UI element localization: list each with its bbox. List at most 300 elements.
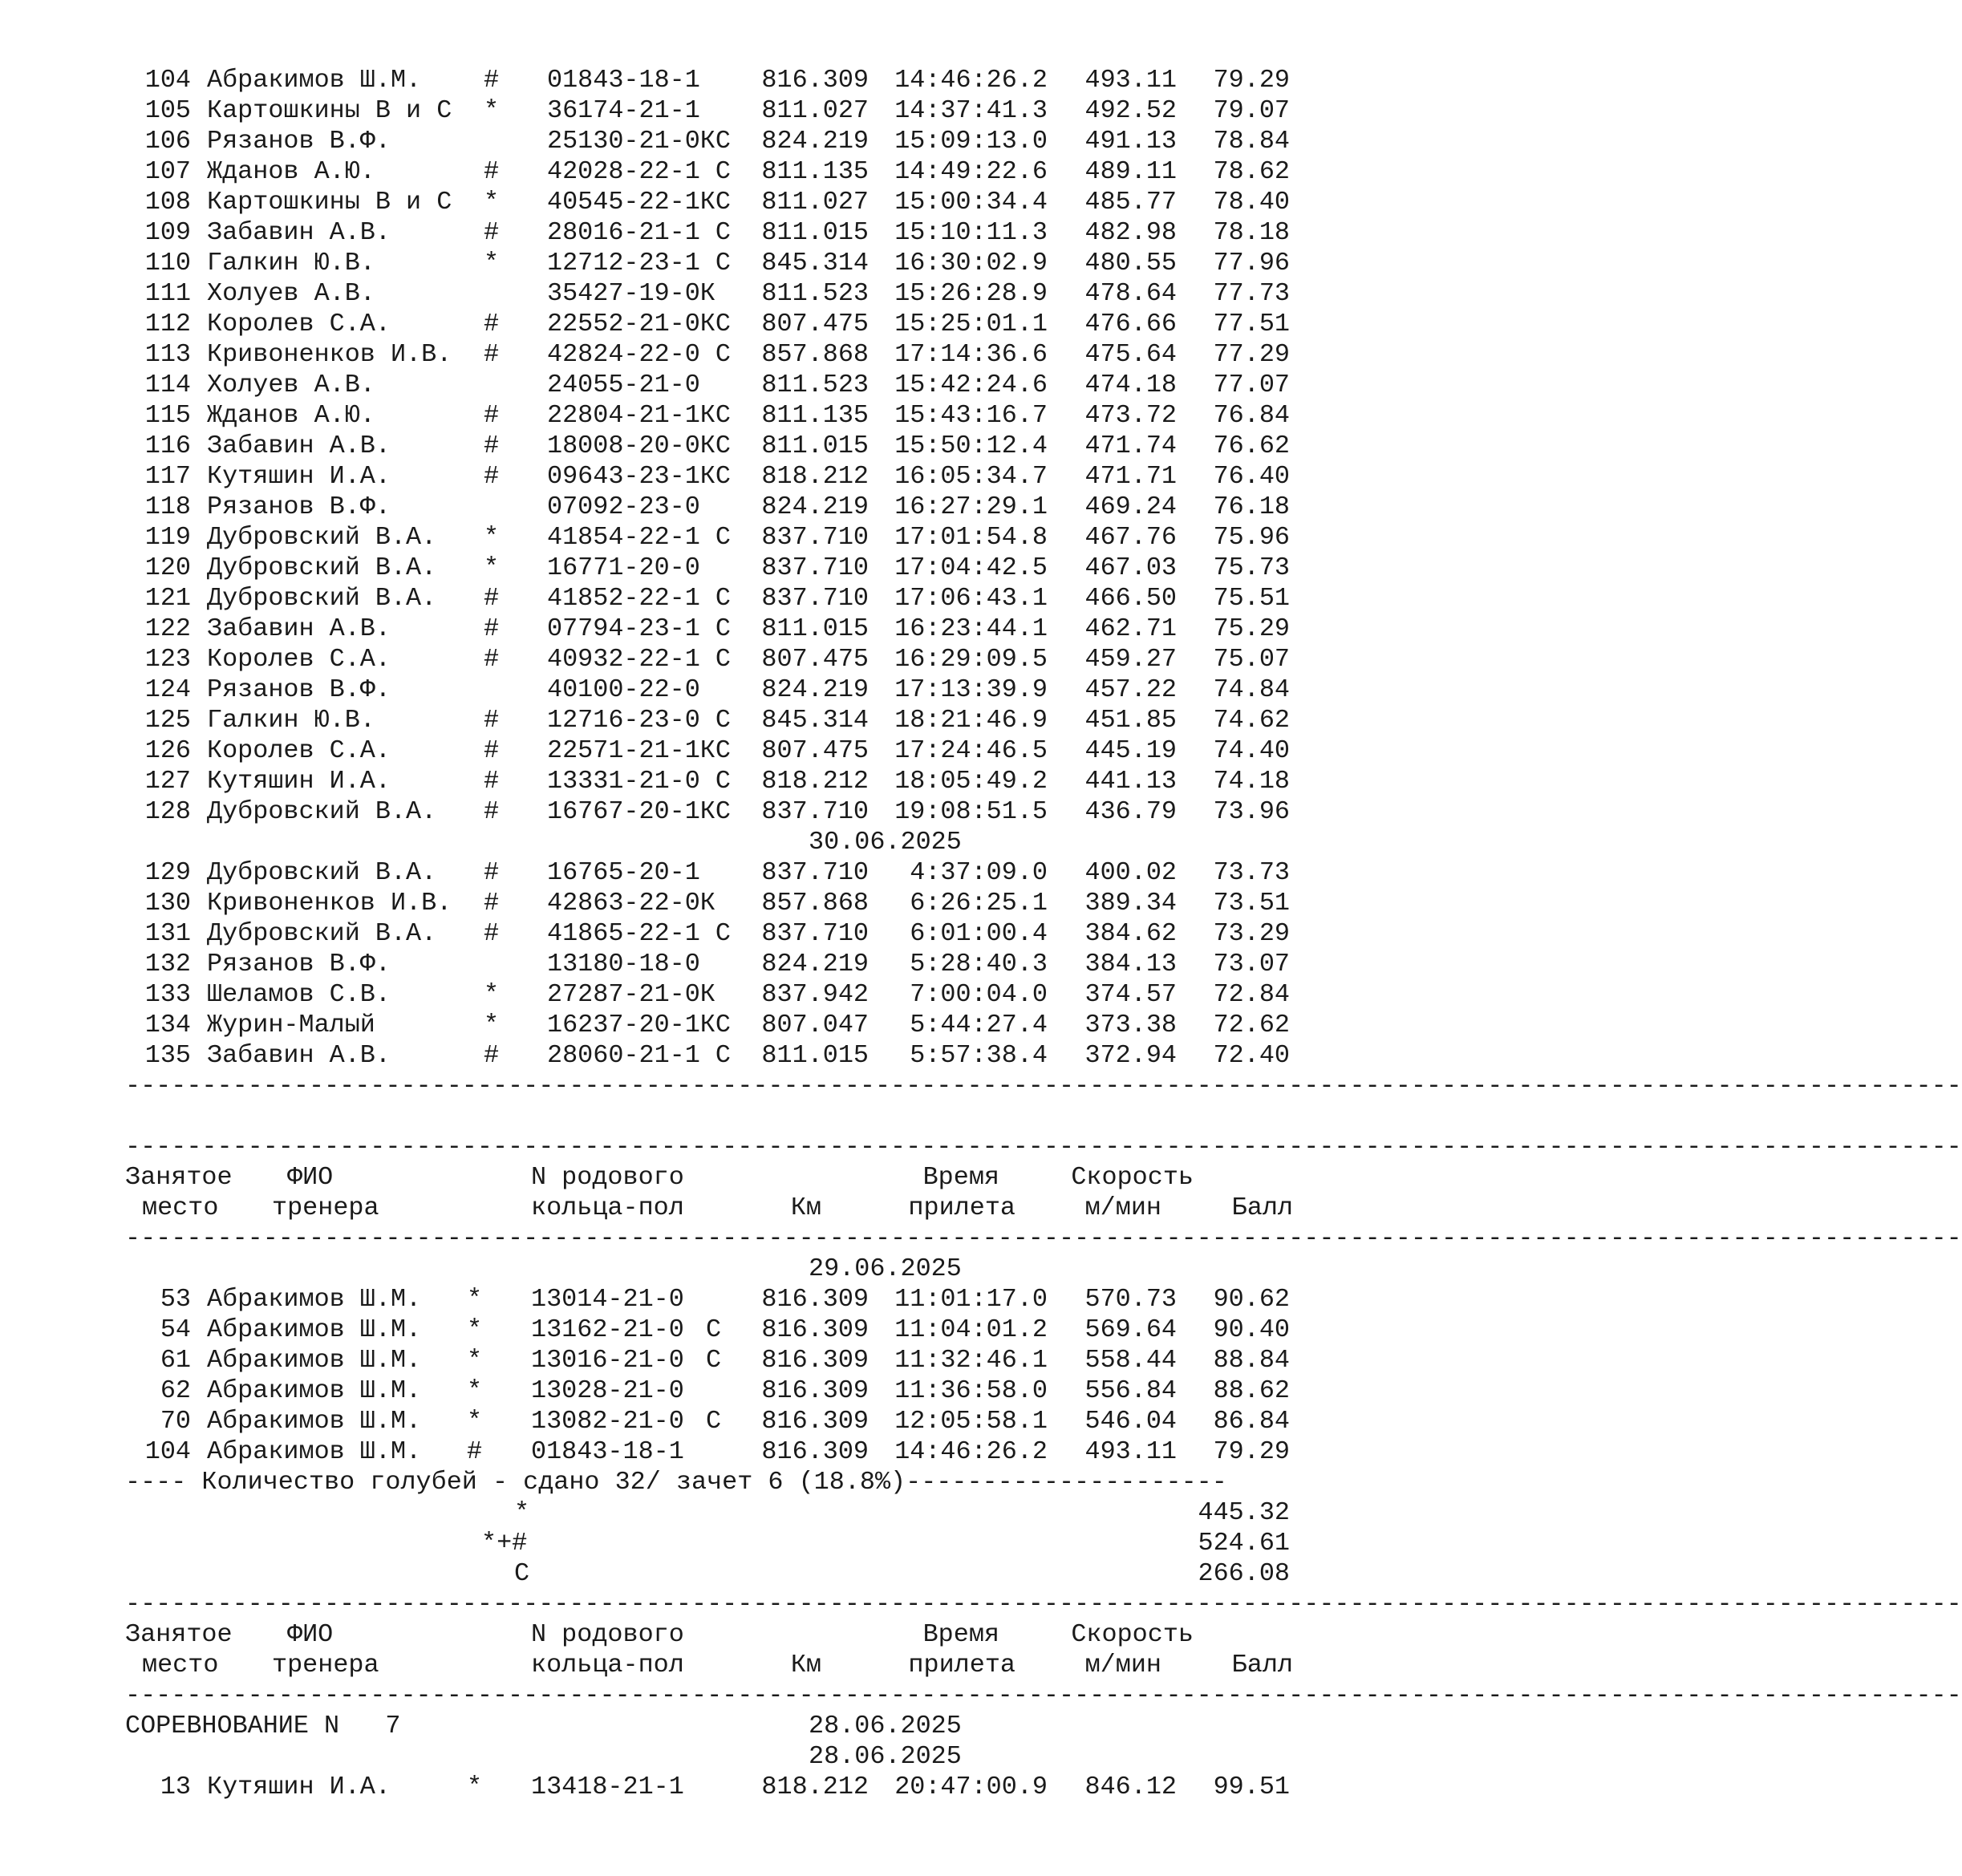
- score-cell: 90.62: [1213, 1285, 1290, 1314]
- arrival-time-cell: 15:26:28.9: [894, 279, 1048, 308]
- trainer-name-cell: Кутяшин И.А.: [207, 767, 391, 796]
- arrival-time-cell: 17:01:54.8: [894, 523, 1048, 552]
- trainer-name-cell: Забавин А.В.: [207, 432, 391, 460]
- distance-cell: 837.710: [761, 553, 869, 582]
- arrival-time-cell: 18:05:49.2: [894, 767, 1048, 796]
- score-cell: 77.51: [1213, 310, 1290, 338]
- trainer-name-cell: Дубровский В.А.: [207, 858, 437, 887]
- place-cell: 115: [144, 401, 191, 430]
- speed-cell: 389.34: [1084, 889, 1177, 918]
- speed-cell: 492.52: [1084, 96, 1177, 125]
- ring-number-cell: 07092-23-0: [547, 492, 700, 521]
- distance-cell: 837.710: [761, 797, 869, 826]
- place-cell: 114: [144, 371, 191, 399]
- ring-number-cell: 13016-21-0: [531, 1346, 684, 1375]
- trainer-name-cell: Холуев А.В.: [207, 279, 375, 308]
- table-row: [0, 461, 1327, 492]
- place-cell: 108: [144, 188, 191, 217]
- arrival-time-cell: 19:08:51.5: [894, 797, 1048, 826]
- trainer-name-cell: Королев С.А.: [207, 736, 391, 765]
- trainer-name-cell: Кутяшин И.А.: [207, 462, 391, 491]
- score-cell: 75.96: [1213, 523, 1290, 552]
- distance-cell: 816.309: [761, 66, 869, 95]
- score-cell: 74.40: [1213, 736, 1290, 765]
- mark-cell: #: [484, 401, 500, 430]
- date-text: 29.06.2025: [809, 1254, 962, 1283]
- trainer-name-cell: Дубровский В.А.: [207, 919, 437, 948]
- place-cell: 53: [160, 1285, 191, 1314]
- place-cell: 120: [144, 553, 191, 582]
- trainer-name-cell: Абракимов Ш.М.: [207, 1315, 422, 1344]
- place-cell: 112: [144, 310, 191, 338]
- table-row: [0, 1772, 1327, 1802]
- arrival-time-cell: 4:37:09.0: [910, 858, 1048, 887]
- speed-cell: 491.13: [1084, 127, 1177, 156]
- place-cell: 132: [144, 950, 191, 979]
- ring-number-cell: 13418-21-1: [531, 1773, 684, 1801]
- score-cell: 78.18: [1213, 218, 1290, 247]
- speed-cell: 846.12: [1084, 1773, 1177, 1801]
- ring-number-cell: 35427-19-0К: [547, 279, 715, 308]
- distance-cell: 818.212: [761, 767, 869, 796]
- speed-cell: 384.13: [1084, 950, 1177, 979]
- distance-cell: 811.027: [761, 188, 869, 217]
- trainer-name-cell: Абракимов Ш.М.: [207, 1437, 422, 1466]
- ring-number-cell: 13162-21-0: [531, 1315, 684, 1344]
- trainer-name-cell: Галкин Ю.В.: [207, 249, 375, 278]
- distance-cell: 816.309: [761, 1407, 869, 1436]
- total-row: [0, 1497, 1327, 1528]
- arrival-time-cell: 17:04:42.5: [894, 553, 1048, 582]
- arrival-time-cell: 12:05:58.1: [894, 1407, 1048, 1436]
- competition-line: [0, 1711, 1327, 1741]
- header-km: Км: [790, 1651, 821, 1679]
- table-row: [0, 614, 1327, 644]
- trainer-name-cell: Забавин А.В.: [207, 218, 391, 247]
- mark-cell: #: [484, 889, 500, 918]
- place-cell: 122: [144, 614, 191, 643]
- table-row: [0, 400, 1327, 431]
- arrival-time-cell: 5:44:27.4: [910, 1011, 1048, 1039]
- arrival-time-cell: 15:09:13.0: [894, 127, 1048, 156]
- speed-cell: 546.04: [1084, 1407, 1177, 1436]
- table-row: [0, 339, 1327, 370]
- mark-cell: #: [484, 584, 500, 613]
- place-cell: 124: [144, 675, 191, 704]
- ring-number-cell: 18008-20-0КС: [547, 432, 731, 460]
- table-row: [0, 187, 1327, 217]
- speed-cell: 469.24: [1084, 492, 1177, 521]
- ring-number-cell: 01843-18-1: [547, 66, 700, 95]
- arrival-time-cell: 17:24:46.5: [894, 736, 1048, 765]
- arrival-time-cell: 16:05:34.7: [894, 462, 1048, 491]
- trainer-name-cell: Журин-Малый: [207, 1011, 375, 1039]
- speed-cell: 462.71: [1084, 614, 1177, 643]
- ring-number-cell: 36174-21-1: [547, 96, 700, 125]
- mark-cell: *: [467, 1285, 483, 1314]
- score-cell: 77.07: [1213, 371, 1290, 399]
- speed-cell: 459.27: [1084, 645, 1177, 674]
- table-row: [0, 1345, 1327, 1376]
- arrival-time-cell: 14:37:41.3: [894, 96, 1048, 125]
- ring-number-cell: 42824-22-0 С: [547, 340, 731, 369]
- arrival-time-cell: 14:46:26.2: [894, 1437, 1048, 1466]
- table-row: [0, 95, 1327, 126]
- arrival-time-cell: 5:28:40.3: [910, 950, 1048, 979]
- header-ring: кольца-пол: [531, 1651, 684, 1679]
- speed-cell: 436.79: [1084, 797, 1177, 826]
- distance-cell: 816.309: [761, 1437, 869, 1466]
- speed-cell: 384.62: [1084, 919, 1177, 948]
- arrival-time-cell: 15:50:12.4: [894, 432, 1048, 460]
- speed-cell: 467.03: [1084, 553, 1177, 582]
- mark-cell: *: [484, 188, 500, 217]
- ring-number-cell: 12716-23-0 С: [547, 706, 731, 735]
- speed-cell: 474.18: [1084, 371, 1177, 399]
- ring-number-cell: 42028-22-1 С: [547, 157, 731, 186]
- place-cell: 133: [144, 980, 191, 1009]
- arrival-time-cell: 15:42:24.6: [894, 371, 1048, 399]
- speed-cell: 471.71: [1084, 462, 1177, 491]
- trainer-name-cell: Шеламов С.В.: [207, 980, 391, 1009]
- header-score: Балл: [1231, 1193, 1293, 1222]
- place-cell: 54: [160, 1315, 191, 1344]
- arrival-time-cell: 16:23:44.1: [894, 614, 1048, 643]
- ring-number-cell: 22804-21-1КС: [547, 401, 731, 430]
- trainer-name-cell: Забавин А.В.: [207, 614, 391, 643]
- trainer-name-cell: Королев С.А.: [207, 310, 391, 338]
- speed-cell: 471.74: [1084, 432, 1177, 460]
- date-text: 28.06.2025: [809, 1742, 962, 1771]
- header-ring: N родового: [531, 1620, 684, 1649]
- table-row: [0, 583, 1327, 614]
- table-row: [0, 1284, 1327, 1315]
- speed-cell: 372.94: [1084, 1041, 1177, 1070]
- table-row: [0, 492, 1327, 522]
- sex-cell: С: [706, 1346, 722, 1375]
- table-row: [0, 248, 1327, 278]
- distance-cell: 845.314: [761, 706, 869, 735]
- separator-line: ------------------------------------------------------------------------------------------------------------------------: [125, 1224, 1962, 1253]
- score-cell: 73.07: [1213, 950, 1290, 979]
- table-row: [0, 278, 1327, 309]
- mark-cell: *: [467, 1407, 483, 1436]
- distance-cell: 845.314: [761, 249, 869, 278]
- score-cell: 79.07: [1213, 96, 1290, 125]
- table-row: [0, 431, 1327, 461]
- ring-number-cell: 41852-22-1 С: [547, 584, 731, 613]
- score-cell: 79.29: [1213, 66, 1290, 95]
- distance-cell: 811.015: [761, 614, 869, 643]
- trainer-name-cell: Королев С.А.: [207, 645, 391, 674]
- place-cell: 13: [160, 1773, 191, 1801]
- mark-cell: *: [484, 980, 500, 1009]
- place-cell: 106: [144, 127, 191, 156]
- arrival-time-cell: 11:04:01.2: [894, 1315, 1048, 1344]
- distance-cell: 818.212: [761, 462, 869, 491]
- distance-cell: 824.219: [761, 492, 869, 521]
- distance-cell: 811.135: [761, 401, 869, 430]
- distance-cell: 807.475: [761, 736, 869, 765]
- mark-cell: *: [484, 1011, 500, 1039]
- distance-cell: 811.027: [761, 96, 869, 125]
- mark-cell: #: [484, 1041, 500, 1070]
- arrival-time-cell: 15:25:01.1: [894, 310, 1048, 338]
- table-row: [0, 65, 1327, 95]
- header-speed: Скорость: [1071, 1163, 1194, 1192]
- score-cell: 72.84: [1213, 980, 1290, 1009]
- arrival-time-cell: 16:29:09.5: [894, 645, 1048, 674]
- distance-cell: 837.942: [761, 980, 869, 1009]
- header-km: Км: [790, 1193, 821, 1222]
- place-cell: 131: [144, 919, 191, 948]
- distance-cell: 824.219: [761, 127, 869, 156]
- header-speed: м/мин: [1084, 1193, 1161, 1222]
- score-cell: 79.29: [1213, 1437, 1290, 1466]
- distance-cell: 837.710: [761, 523, 869, 552]
- ring-number-cell: 22571-21-1КС: [547, 736, 731, 765]
- arrival-time-cell: 16:30:02.9: [894, 249, 1048, 278]
- score-cell: 75.07: [1213, 645, 1290, 674]
- arrival-time-cell: 15:00:34.4: [894, 188, 1048, 217]
- mark-cell: #: [484, 645, 500, 674]
- arrival-time-cell: 6:26:25.1: [910, 889, 1048, 918]
- total-label: *+#: [481, 1529, 528, 1558]
- table-row: [0, 126, 1327, 156]
- mark-cell: #: [484, 66, 500, 95]
- trainer-name-cell: Кривоненков И.В.: [207, 340, 452, 369]
- score-cell: 75.51: [1213, 584, 1290, 613]
- summary-text: ---- Количество голубей - сдано 32/ зачет 6 (18.8%)---------------------: [125, 1468, 1227, 1497]
- arrival-time-cell: 11:32:46.1: [894, 1346, 1048, 1375]
- table-row: [0, 675, 1327, 705]
- ring-number-cell: 42863-22-0К: [547, 889, 715, 918]
- score-cell: 75.73: [1213, 553, 1290, 582]
- table-row: [0, 522, 1327, 553]
- header-place: Занятое: [125, 1620, 233, 1649]
- column-header-row: [0, 1619, 1327, 1650]
- separator-line: ------------------------------------------------------------------------------------------------------------------------: [125, 1590, 1962, 1619]
- mark-cell: *: [484, 96, 500, 125]
- ring-number-cell: 40100-22-0: [547, 675, 700, 704]
- speed-cell: 473.72: [1084, 401, 1177, 430]
- total-row: [0, 1558, 1327, 1589]
- speed-cell: 485.77: [1084, 188, 1177, 217]
- mark-cell: *: [467, 1773, 483, 1801]
- arrival-time-cell: 7:00:04.0: [910, 980, 1048, 1009]
- place-cell: 113: [144, 340, 191, 369]
- trainer-name-cell: Абракимов Ш.М.: [207, 1346, 422, 1375]
- score-cell: 74.18: [1213, 767, 1290, 796]
- score-cell: 88.84: [1213, 1346, 1290, 1375]
- table-row: [0, 370, 1327, 400]
- place-cell: 104: [144, 1437, 191, 1466]
- header-fio: тренера: [272, 1651, 379, 1679]
- score-cell: 72.40: [1213, 1041, 1290, 1070]
- mark-cell: #: [484, 432, 500, 460]
- trainer-name-cell: Жданов А.Ю.: [207, 157, 375, 186]
- arrival-time-cell: 6:01:00.4: [910, 919, 1048, 948]
- ring-number-cell: 28016-21-1 С: [547, 218, 731, 247]
- mark-cell: #: [484, 340, 500, 369]
- speed-cell: 482.98: [1084, 218, 1177, 247]
- score-cell: 77.96: [1213, 249, 1290, 278]
- mark-cell: #: [467, 1437, 483, 1466]
- score-cell: 78.40: [1213, 188, 1290, 217]
- header-place: место: [142, 1651, 219, 1679]
- arrival-time-cell: 17:06:43.1: [894, 584, 1048, 613]
- ring-number-cell: 27287-21-0К: [547, 980, 715, 1009]
- mark-cell: *: [484, 249, 500, 278]
- mark-cell: #: [484, 919, 500, 948]
- date-text: 30.06.2025: [809, 828, 962, 857]
- score-cell: 90.40: [1213, 1315, 1290, 1344]
- place-cell: 70: [160, 1407, 191, 1436]
- trainer-name-cell: Рязанов В.Ф.: [207, 127, 391, 156]
- mark-cell: *: [467, 1315, 483, 1344]
- place-cell: 109: [144, 218, 191, 247]
- speed-cell: 556.84: [1084, 1376, 1177, 1405]
- table-row: [0, 766, 1327, 796]
- header-fio: ФИО: [287, 1163, 334, 1192]
- arrival-time-cell: 5:57:38.4: [910, 1041, 1048, 1070]
- header-fio: ФИО: [287, 1620, 334, 1649]
- ring-number-cell: 13331-21-0 С: [547, 767, 731, 796]
- total-label: С: [514, 1559, 530, 1588]
- arrival-time-cell: 17:13:39.9: [894, 675, 1048, 704]
- place-cell: 128: [144, 797, 191, 826]
- header-speed: м/мин: [1084, 1651, 1161, 1679]
- arrival-time-cell: 14:46:26.2: [894, 66, 1048, 95]
- mark-cell: #: [484, 858, 500, 887]
- trainer-name-cell: Абракимов Ш.М.: [207, 66, 422, 95]
- mark-cell: *: [467, 1346, 483, 1375]
- score-cell: 86.84: [1213, 1407, 1290, 1436]
- ring-number-cell: 16765-20-1: [547, 858, 700, 887]
- trainer-name-cell: Рязанов В.Ф.: [207, 492, 391, 521]
- ring-number-cell: 40932-22-1 С: [547, 645, 731, 674]
- ring-number-cell: 07794-23-1 С: [547, 614, 731, 643]
- distance-cell: 816.309: [761, 1315, 869, 1344]
- date-line: [0, 827, 1327, 857]
- speed-cell: 493.11: [1084, 66, 1177, 95]
- place-cell: 127: [144, 767, 191, 796]
- mark-cell: #: [484, 218, 500, 247]
- place-cell: 121: [144, 584, 191, 613]
- ring-number-cell: 16771-20-0: [547, 553, 700, 582]
- place-cell: 111: [144, 279, 191, 308]
- trainer-name-cell: Дубровский В.А.: [207, 584, 437, 613]
- place-cell: 126: [144, 736, 191, 765]
- score-cell: 77.73: [1213, 279, 1290, 308]
- speed-cell: 493.11: [1084, 1437, 1177, 1466]
- speed-cell: 558.44: [1084, 1346, 1177, 1375]
- separator-line: ------------------------------------------------------------------------------------------------------------------------: [125, 1132, 1962, 1161]
- trainer-name-cell: Абракимов Ш.М.: [207, 1407, 422, 1436]
- date-text: 28.06.2025: [809, 1712, 962, 1740]
- table-row: [0, 156, 1327, 187]
- mark-cell: *: [467, 1376, 483, 1405]
- table-row: [0, 1010, 1327, 1040]
- distance-cell: 816.309: [761, 1285, 869, 1314]
- ring-number-cell: 12712-23-1 С: [547, 249, 731, 278]
- score-cell: 72.62: [1213, 1011, 1290, 1039]
- score-cell: 77.29: [1213, 340, 1290, 369]
- table-row: [0, 1406, 1327, 1436]
- mark-cell: #: [484, 736, 500, 765]
- ring-number-cell: 24055-21-0: [547, 371, 700, 399]
- table-row: [0, 217, 1327, 248]
- total-label: *: [514, 1498, 530, 1527]
- place-cell: 123: [144, 645, 191, 674]
- ring-number-cell: 13082-21-0: [531, 1407, 684, 1436]
- speed-cell: 476.66: [1084, 310, 1177, 338]
- mark-cell: #: [484, 310, 500, 338]
- ring-number-cell: 40545-22-1КС: [547, 188, 731, 217]
- table-row: [0, 1040, 1327, 1071]
- table-row: [0, 857, 1327, 888]
- score-cell: 78.62: [1213, 157, 1290, 186]
- table-row: [0, 918, 1327, 949]
- table-row: [0, 553, 1327, 583]
- table-row: [0, 949, 1327, 979]
- arrival-time-cell: 11:36:58.0: [894, 1376, 1048, 1405]
- header-ring: кольца-пол: [531, 1193, 684, 1222]
- trainer-name-cell: Дубровский В.А.: [207, 553, 437, 582]
- separator-line: ------------------------------------------------------------------------------------------------------------------------: [125, 1681, 1962, 1710]
- distance-cell: 807.047: [761, 1011, 869, 1039]
- ring-number-cell: 41854-22-1 С: [547, 523, 731, 552]
- mark-cell: #: [484, 767, 500, 796]
- score-cell: 73.73: [1213, 858, 1290, 887]
- arrival-time-cell: 18:21:46.9: [894, 706, 1048, 735]
- score-cell: 88.62: [1213, 1376, 1290, 1405]
- sex-cell: С: [706, 1407, 722, 1436]
- total-row: [0, 1528, 1327, 1558]
- column-header-row: [0, 1193, 1327, 1223]
- speed-cell: 400.02: [1084, 858, 1177, 887]
- table-row: [0, 735, 1327, 766]
- trainer-name-cell: Рязанов В.Ф.: [207, 675, 391, 704]
- speed-cell: 478.64: [1084, 279, 1177, 308]
- total-value: 524.61: [1198, 1529, 1290, 1558]
- trainer-name-cell: Забавин А.В.: [207, 1041, 391, 1070]
- header-time: Время: [922, 1620, 999, 1649]
- arrival-time-cell: 15:43:16.7: [894, 401, 1048, 430]
- speed-cell: 466.50: [1084, 584, 1177, 613]
- speed-cell: 441.13: [1084, 767, 1177, 796]
- trainer-name-cell: Картошкины В и С: [207, 188, 452, 217]
- score-cell: 76.62: [1213, 432, 1290, 460]
- total-value: 266.08: [1198, 1559, 1290, 1588]
- place-cell: 62: [160, 1376, 191, 1405]
- ring-number-cell: 16767-20-1КС: [547, 797, 731, 826]
- ring-number-cell: 13180-18-0: [547, 950, 700, 979]
- arrival-time-cell: 16:27:29.1: [894, 492, 1048, 521]
- speed-cell: 569.64: [1084, 1315, 1177, 1344]
- mark-cell: #: [484, 706, 500, 735]
- speed-cell: 475.64: [1084, 340, 1177, 369]
- speed-cell: 489.11: [1084, 157, 1177, 186]
- speed-cell: 570.73: [1084, 1285, 1177, 1314]
- place-cell: 118: [144, 492, 191, 521]
- trainer-name-cell: Дубровский В.А.: [207, 523, 437, 552]
- header-place: Занятое: [125, 1163, 233, 1192]
- score-cell: 76.40: [1213, 462, 1290, 491]
- score-cell: 76.84: [1213, 401, 1290, 430]
- column-header-row: [0, 1650, 1327, 1680]
- place-cell: 61: [160, 1346, 191, 1375]
